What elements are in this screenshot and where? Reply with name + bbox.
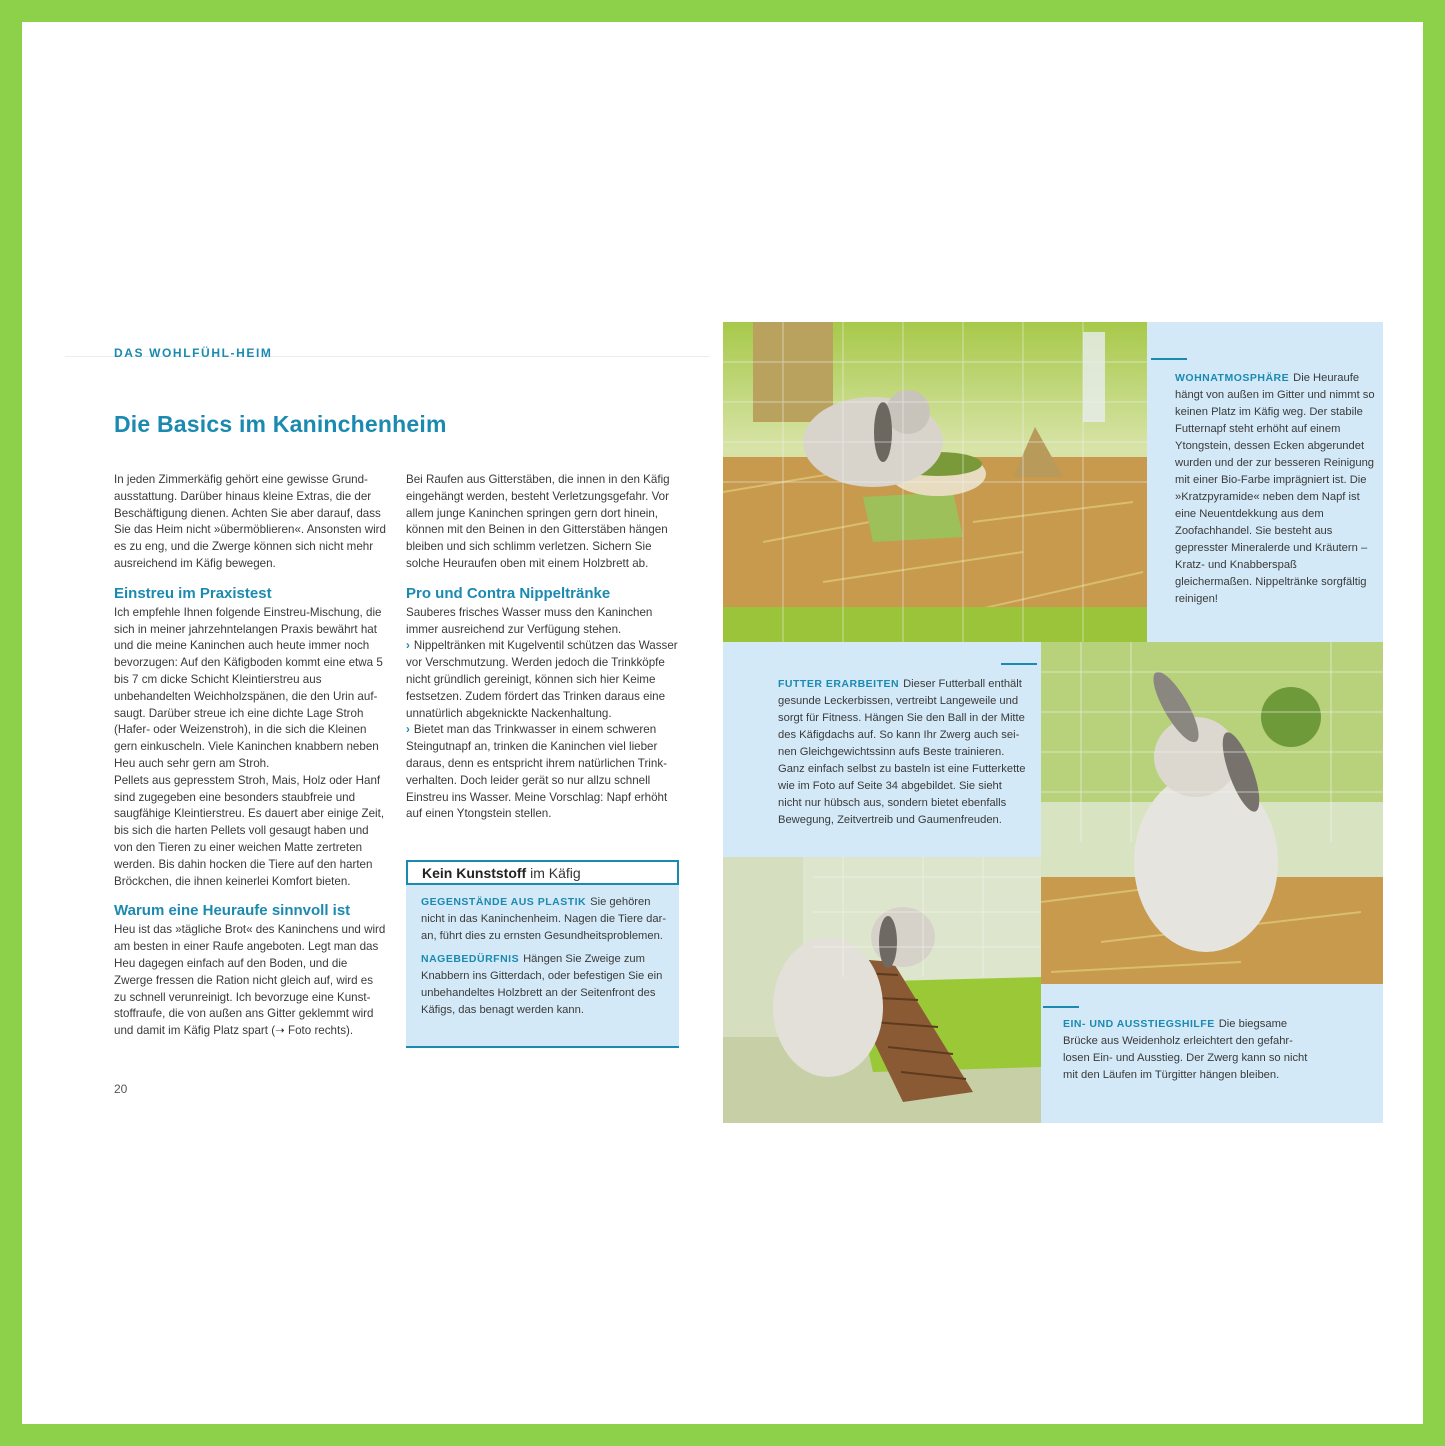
- page-number: 20: [114, 1082, 128, 1096]
- info-keyword-1: GEGENSTÄNDE AUS PLASTIK: [421, 896, 587, 908]
- page-title: Die Basics im Kaninchenheim: [114, 411, 447, 437]
- bullet-text-1: Nippeltränken mit Kugelventil schützen das Wasser vor Verschmutzung. Werden jedoch die Trinkköpfe nicht gründlich gereinigt, können sich hier Keime festsetzen. Zudem fördert das Trinken daraus eine unnatürlich abgeknickte Nackenhaltung.: [406, 639, 678, 720]
- caption-text-ein: Die biegsame Brücke aus Weidenholz erleichtert den gefahrlosen Ein- und Ausstieg. Der Zwerg kann so nicht mit den Läufen im Türgitter hängen bleiben.: [1063, 1018, 1308, 1081]
- heading-nippeltraenke: Pro und Contra Nippeltränke: [406, 584, 611, 602]
- section-label: DAS WOHLFÜHL-HEIM: [114, 346, 273, 360]
- heading-heuraufe: Warum eine Heuraufe sinnvoll ist: [114, 902, 351, 920]
- info-keyword-2: NAGEBEDÜRFNIS: [421, 953, 520, 965]
- info-box: [406, 860, 679, 1048]
- caption-keyword-ein: EIN- UND AUSSTIEGSHILFE: [1063, 1018, 1215, 1030]
- bullet-text-2: Bietet man das Trinkwasser in einem schweren Steingutnapf an, trinken die Kaninchen viel lieber daraus, denn es entspricht ihrem natürlichen Trinkverhalten. Doch leider gerät so nur allzu schnell Einstreu ins Wasser. Meine Vorschlag: Napf erhöht auf einen Ytongstein stellen.: [406, 723, 668, 821]
- info-box-title-bold: Kein Kunststoff: [422, 865, 527, 881]
- photo-rabbit-foodball-image: [1041, 642, 1383, 984]
- caption-wohnatmosphaere: [1175, 370, 1375, 608]
- photo-rabbit-feeding-image: [723, 322, 1147, 642]
- photo-rabbit-foodball: [1041, 642, 1383, 984]
- info-text-2: Hängen Sie Zweige zum Knabbern ins Gitterdach, oder befestigen Sie ein unbehandeltes Holzbrett an der Seitenfront des Käfigs, das benagt werden kann.: [421, 953, 663, 1016]
- caption-futter-erarbeiten: [778, 676, 1026, 829]
- text-column-1: [114, 472, 386, 1040]
- info-box-title-rest: im Käfig: [526, 865, 581, 881]
- caption-text-wohn: Die Heuraufe hängt von außen im Gitter und nimmt so keinen Platz im Käfig weg. Der stabile Futternapf steht erhöht auf einem Ytongstein, dessen Ecken abgerundet wurden und der zur besseren Reinigung mit einer Bio-Farbe imprägniert ist. Die »Kratzpyramide« neben dem Napf ist eine Neuentdekkung aus dem Zoofachhandel. Sie besteht aus gepresster Mineralerde und Kräutern – Kratz- und Knabberspaß gleichermaßen. Nippeltränke sorgfältig reinigen!: [1175, 372, 1375, 605]
- chevron-icon: ›: [406, 639, 410, 653]
- chevron-icon: ›: [406, 723, 410, 737]
- info-item-2: [421, 951, 669, 1019]
- caption-keyword-futter: FUTTER ERARBEITEN: [778, 678, 900, 690]
- caption-text-futter: Dieser Futterball enthält gesunde Leckerbissen, vertreibt Langeweile und sorgt für Fitness. Hängen Sie den Ball in der Mitte des Käfigdachs auf. So kann Ihr Zwerg auch seinen Gleichgewichtssinn aufs Beste trainieren. Ganz einfach selbst zu basteln ist eine Futterkette wie im Foto auf Seite 34 abgebildet. Sie sieht nicht nur hübsch aus, sondern bietet ebenfalls Bewegung, Zeitvertreib und Gaumenfreuden.: [778, 678, 1026, 826]
- caption-rule-ein: [1043, 1006, 1079, 1008]
- einstreu-paragraph-2: Pellets aus gepresstem Stroh, Mais, Holz oder Hanf sind zugegeben eine besonders staubfreie und saugfähige Kleintierstreu. Es dauert aber einige Zeit, bis sich die harten Pellets voll gesaugt haben und von den Tieren zu einer weichen Matte zertreten werden. Bis dahin hocken die Tiere auf den harten Bröckchen, die ihnen keinerlei Komfort bieten.: [114, 773, 385, 888]
- einstreu-paragraph-1: Ich empfehle Ihnen folgende Einstreu-Mischung, die sich in meiner jahrzehntelangen Praxis bewährt hat und die meine Kaninchen auch heute immer noch bevorzugen: Auf den Käfigboden kommt eine etwa 5 bis 7 cm dicke Schicht Kleintierstreu aus unbehandelten Weichholzspänen, die den Urin aufsaugt. Darüber streue ich eine dichte Lage Stroh (Hafer- oder Weizenstroh), in die sich die Kleinen gern einkuscheln. Viele Kaninchen knabbern neben Heu auch sehr gern am Stroh.: [114, 605, 383, 770]
- photo-rabbit-feeding: [723, 322, 1147, 642]
- info-text-1: Sie gehören nicht in das Kaninchenheim. Nagen die Tiere daran, führt dies zu ernsten Gesundheitsproblemen.: [421, 896, 667, 942]
- caption-ein-ausstiegshilfe: [1063, 1016, 1313, 1084]
- text-column-2: [406, 472, 678, 823]
- bullet-item-2: [406, 722, 678, 823]
- bullet-item-1: [406, 638, 678, 722]
- heuraufe-paragraph: Heu ist das »tägliche Brot« des Kaninchens und wird am besten in einer Raufe angeboten. Legt man das Heu dagegen einfach auf den Boden, und die Zwerge fressen die Ration nicht gleich auf, wird es zu schnell verunreinigt. Ich bevorzuge eine Kunststoffraufe, die von außen ans Gitter geklemmt wird und damit im Käfig Platz spart (➝ Foto rechts).: [114, 923, 386, 1038]
- info-box-body: [421, 894, 669, 1025]
- nippel-intro: Sauberes frisches Wasser muss den Kaninchen immer ausreichend zur Verfügung stehen.: [406, 605, 653, 636]
- intro-paragraph: In jeden Zimmerkäfig gehört eine gewisse Grundausstattung. Darüber hinaus kleine Extras, die der Beschäftigung dienen. Achten Sie aber darauf, dass Sie das Heim nicht »übermöblieren«. Ansonsten wird es zu eng, und die Zwerge können sich nicht mehr ausreichend im Käfig bewegen.: [114, 473, 386, 570]
- caption-rule-futter: [1001, 663, 1037, 665]
- raufen-paragraph: Bei Raufen aus Gitterstäben, die innen in den Käfig eingehängt werden, besteht Verletzungsgefahr. Vor allem junge Kaninchen springen gern dort hinein, können mit den Beinen in den Gitterstäben hängen bleiben und sich schlimm verletzen. Sichern Sie solche Heuraufen oben mit einem Holzbrett ab.: [406, 473, 670, 570]
- caption-rule-wohn: [1151, 358, 1187, 360]
- info-box-title: [406, 860, 679, 885]
- info-item-1: [421, 894, 669, 945]
- photo-rabbit-bridge-image: [723, 857, 1041, 1123]
- photo-rabbit-bridge: [723, 857, 1041, 1123]
- caption-keyword-wohn: WOHNATMOSPHÄRE: [1175, 372, 1290, 384]
- heading-einstreu: Einstreu im Praxistest: [114, 584, 272, 602]
